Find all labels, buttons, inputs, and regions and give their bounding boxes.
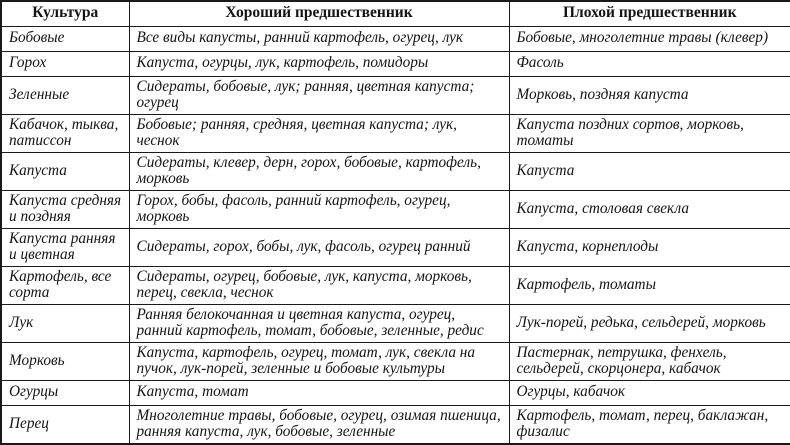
good-predecessor-cell: Капуста, огурцы, лук, картофель, помидоры [129, 51, 509, 76]
good-predecessor-cell: Многолетние травы, бобовые, огурец, озимая пшеница, ранняя капуста, лук, бобовые, зеленные [129, 405, 509, 444]
culture-cell: Морковь [1, 342, 129, 380]
table-row [1, 228, 790, 266]
bad-predecessor-cell: Капуста [509, 152, 790, 190]
bad-predecessor-cell: Фасоль [509, 51, 790, 76]
bad-predecessor-cell: Картофель, томат, перец, баклажан, физалис [509, 405, 790, 444]
table-row [1, 304, 790, 342]
bad-predecessor-cell: Лук-порей, редька, сельдерей, морковь [509, 304, 790, 342]
good-predecessor-cell: Бобовые; ранняя, средняя, цветная капуста; лук, чеснок [129, 114, 509, 152]
good-predecessor-cell: Сидераты, бобовые, лук; ранняя, цветная капуста; огурец [129, 76, 509, 114]
good-predecessor-cell: Ранняя белокочанная и цветная капуста, огурец, ранний картофель, томат, бобовые, зеленные, редис [129, 304, 509, 342]
good-predecessor-cell: Капуста, томат [129, 380, 509, 405]
culture-cell: Зеленные [1, 76, 129, 114]
culture-cell: Горох [1, 51, 129, 76]
good-predecessor-cell: Сидераты, горох, бобы, лук, фасоль, огурец ранний [129, 228, 509, 266]
table-row [1, 114, 790, 152]
good-predecessor-cell: Сидераты, огурец, бобовые, лук, капуста, морковь, перец, свекла, чеснок [129, 266, 509, 304]
culture-cell: Капуста [1, 152, 129, 190]
culture-cell: Огурцы [1, 380, 129, 405]
table-row [1, 26, 790, 51]
table-row [1, 152, 790, 190]
table-row [1, 405, 790, 444]
column-header-bad-predecessor: Плохой предшественник [509, 1, 790, 26]
culture-cell: Капуста ранняя и цветная [1, 228, 129, 266]
culture-cell: Кабачок, тыква, патиссон [1, 114, 129, 152]
culture-cell: Лук [1, 304, 129, 342]
culture-cell: Бобовые [1, 26, 129, 51]
good-predecessor-cell: Сидераты, клевер, дерн, горох, бобовые, картофель, морковь [129, 152, 509, 190]
bad-predecessor-cell: Бобовые, многолетние травы (клевер) [509, 26, 790, 51]
header-row [1, 1, 790, 26]
bad-predecessor-cell: Морковь, поздняя капуста [509, 76, 790, 114]
bad-predecessor-cell: Капуста поздних сортов, морковь, томаты [509, 114, 790, 152]
column-header-culture: Культура [1, 1, 129, 26]
culture-cell: Перец [1, 405, 129, 444]
table-row [1, 342, 790, 380]
culture-cell: Картофель, все сорта [1, 266, 129, 304]
good-predecessor-cell: Горох, бобы, фасоль, ранний картофель, огурец, морковь [129, 190, 509, 228]
bad-predecessor-cell: Пастернак, петрушка, фенхель, сельдерей, скорцонера, кабачок [509, 342, 790, 380]
good-predecessor-cell: Все виды капусты, ранний картофель, огурец, лук [129, 26, 509, 51]
table-row [1, 266, 790, 304]
table-row [1, 190, 790, 228]
bad-predecessor-cell: Капуста, столовая свекла [509, 190, 790, 228]
bad-predecessor-cell: Огурцы, кабачок [509, 380, 790, 405]
table-row [1, 380, 790, 405]
table-row [1, 76, 790, 114]
column-header-good-predecessor: Хороший предшественник [129, 1, 509, 26]
bad-predecessor-cell: Капуста, корнеплоды [509, 228, 790, 266]
table-row [1, 51, 790, 76]
culture-cell: Капуста средняя и поздняя [1, 190, 129, 228]
bad-predecessor-cell: Картофель, томаты [509, 266, 790, 304]
good-predecessor-cell: Капуста, картофель, огурец, томат, лук, свекла на пучок, лук-порей, зеленные и бобовые культуры [129, 342, 509, 380]
